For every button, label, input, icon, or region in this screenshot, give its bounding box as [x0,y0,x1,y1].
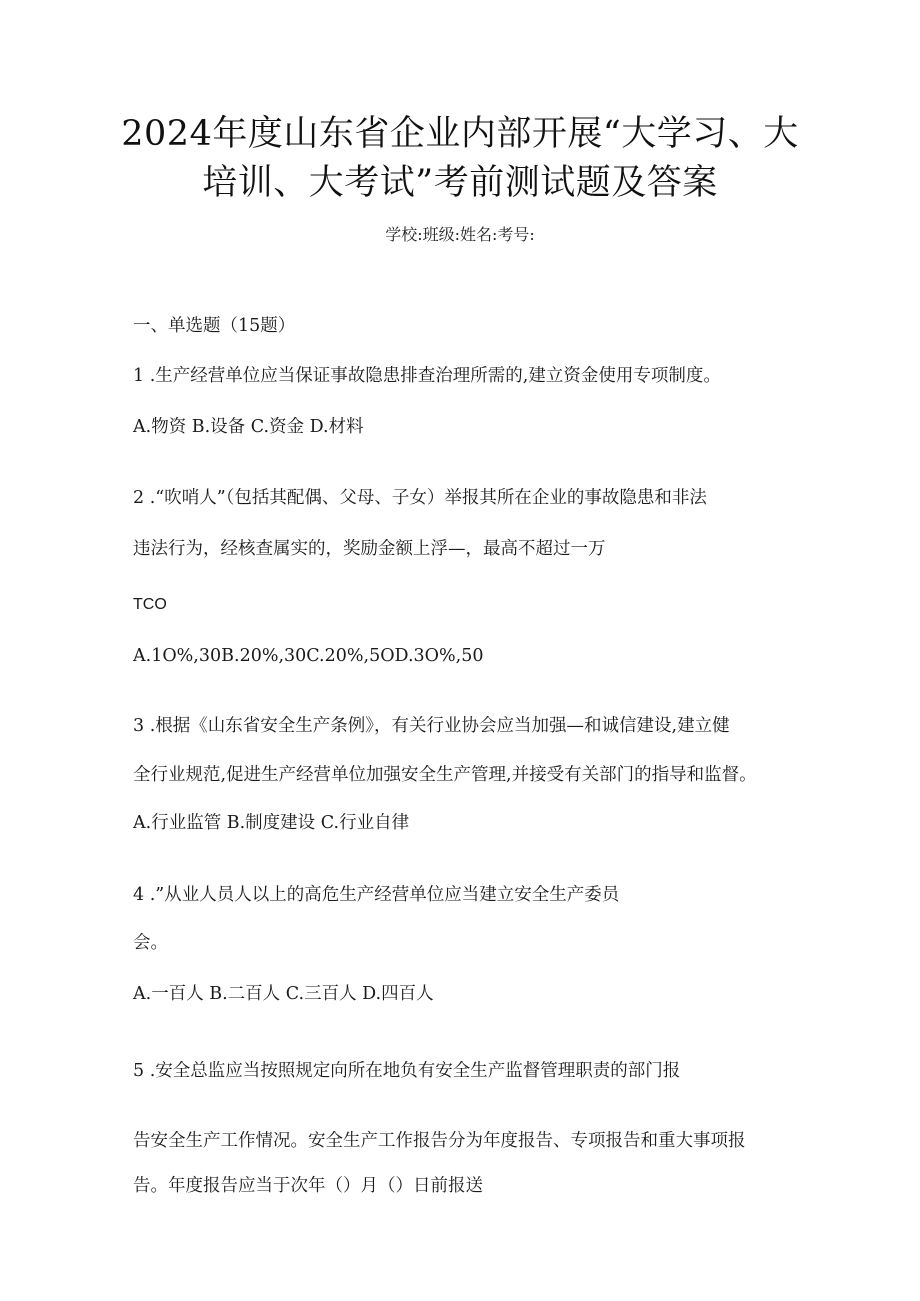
question-5-stem-line-3: 告。年度报告应当于次年（）月（）日前报送 [133,1176,483,1196]
section-heading: 一、单选题（15题） [133,316,296,336]
question-2-stem-line-2: 违法行为，经核查属实的，奖励金额上浮—，最高不超过一万 [133,539,606,559]
question-5-stem-line-2: 告安全生产工作情况。安全生产工作报告分为年度报告、专项报告和重大事项报 [133,1131,746,1151]
question-2-options: A.1O%,30B.20%,30C.20%,5OD.3O%,50 [133,646,484,666]
document-title-line-1: 2024年度山东省企业内部开展“大学习、大 [121,114,799,154]
question-1-stem: 1 .生产经营单位应当保证事故隐患排查治理所需的,建立资金使用专项制度。 [133,366,721,386]
question-2-stem-line-1: 2 .“吹哨人”（包括其配偶、父母、子女）举报其所在企业的事故隐患和非法 [133,488,707,508]
question-3-options: A.行业监管 B.制度建设 C.行业自律 [133,813,410,833]
question-2-stem-line-3: TCO [133,596,167,613]
question-3-stem-line-1: 3 .根据《山东省安全生产条例》，有关行业协会应当加强—和诚信建设,建立健 [133,716,730,736]
question-4-stem-line-1: 4 .”从业人员人以上的高危生产经营单位应当建立安全生产委员 [133,885,620,905]
question-5-stem-line-1: 5 .安全总监应当按照规定向所在地负有安全生产监督管理职责的部门报 [133,1061,681,1081]
document-title-line-2: 培训、大考试”考前测试题及答案 [202,163,718,203]
student-info-fields: 学校:班级:姓名:考号: [385,225,535,244]
question-4-stem-line-2: 会。 [133,933,168,953]
question-1-options: A.物资 B.设备 C.资金 D.材料 [133,417,364,437]
question-3-stem-line-2: 全行业规范,促进生产经营单位加强安全生产管理,并接受有关部门的指导和监督。 [133,765,757,785]
question-4-options: A.一百人 B.二百人 C.三百人 D.四百人 [133,984,434,1004]
